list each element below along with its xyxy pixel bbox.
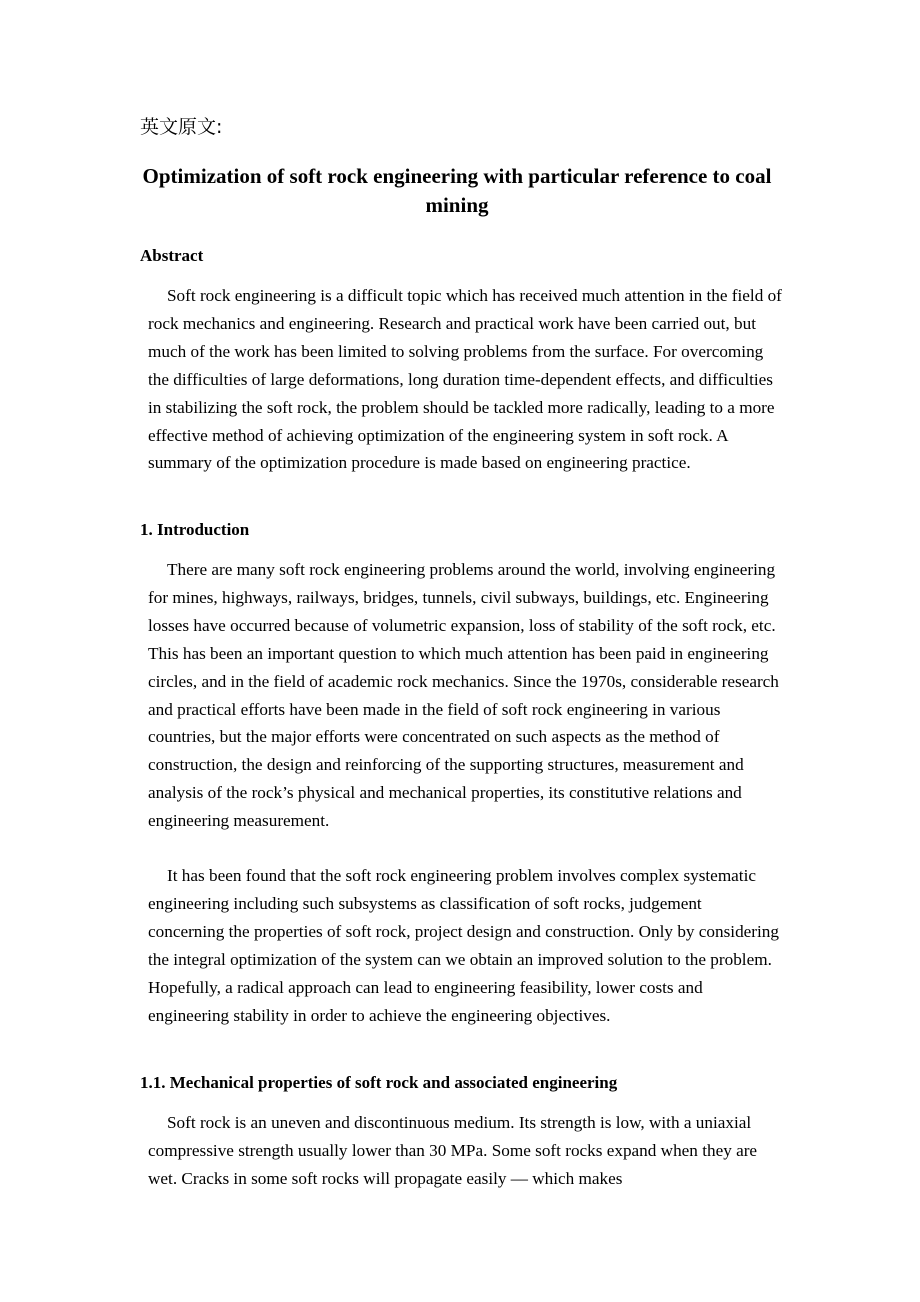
abstract-paragraph: Soft rock engineering is a difficult topic which has received much attention in the field of rock mechanics and engineering. Research and practical work have been carried out, but much of the work has been limited to solving problems from the surface. For overcoming the difficulties of large deformations, long duration time-dependent effects, and difficulties in stabilizing the soft rock, the problem should be tackled more radically, leading to a more effective method of achieving optimization of the engineering system in soft rock. A summary of the optimization procedure is made based on engineering practice. bbox=[148, 286, 782, 473]
section-1-1-heading: 1.1. Mechanical properties of soft rock and associated engineering bbox=[140, 1073, 618, 1092]
introduction-heading: 1. Introduction bbox=[140, 520, 250, 539]
section-1-1-paragraph: Soft rock is an uneven and discontinuous medium. Its strength is low, with a uniaxial compressive strength usually lower than 30 MPa. Some soft rocks expand when they are wet. Cracks in some soft rocks will propagate easily — which makes bbox=[148, 1113, 758, 1188]
introduction-paragraph-2: It has been found that the soft rock engineering problem involves complex systematic engineering including such subsystems as classification of soft rocks, judgement concerning the properties of soft rock, project design and construction. Only by considering the integral optimization of the system can we obtain an improved solution to the problem. Hopefully, a radical approach can lead to engineering feasibility, lower costs and engineering stability in order to achieve the engineering objectives. bbox=[148, 866, 779, 1025]
original-text-label: 英文原文: bbox=[140, 116, 223, 138]
introduction-paragraph-1: There are many soft rock engineering problems around the world, involving engineering for mines, highways, railways, bridges, tunnels, civil subways, buildings, etc. Engineering losses have occurred because of volumetric expansion, loss of stability of the soft rock, etc. This has been an important question to which much attention has been paid in engineering circles, and in the field of academic rock mechanics. Since the 1970s, considerable research and practical efforts have been made in the field of soft rock engineering in various countries, but the major efforts were concentrated on such aspects as the method of construction, the design and reinforcing of the supporting structures, measurement and analysis of the rock’s physical and mechanical properties, its constitutive relations and engineering measurement. bbox=[148, 560, 779, 831]
paper-title: Optimization of soft rock engineering with particular reference to coal mining bbox=[142, 164, 772, 217]
abstract-heading: Abstract bbox=[140, 246, 204, 265]
